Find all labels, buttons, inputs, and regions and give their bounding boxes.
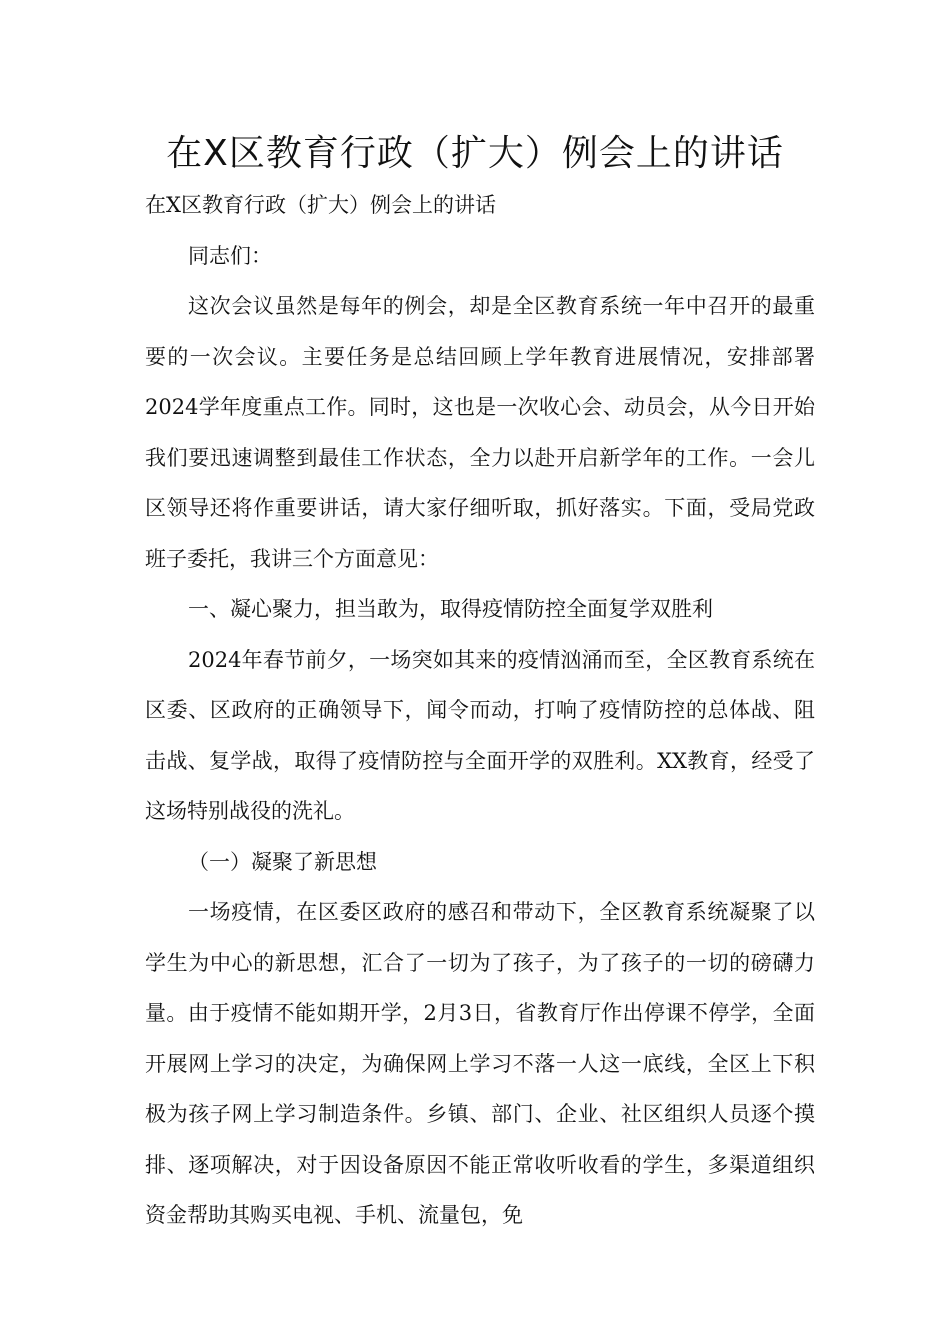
- document-title: 在X区教育行政（扩大）例会上的讲话: [166, 133, 784, 174]
- paragraph: 一场疫情，在区委区政府的感召和带动下，全区教育系统凝聚了以学生为中心的新思想，汇合了一切为了孩子，为了孩子的一切的磅礴力量。由于疫情不能如期开学，2月3日，省教育厅作出停课不停学，全面开展网上学习的决定，为确保网上学习不落一人这一底线，全区上下积极为孩子网上学习制造条件。乡镇、部门、企业、社区组织人员逐个摸排、逐项解决，对于因设备原因不能正常收听收看的学生，多渠道组织资金帮助其购买电视、手机、流量包，免: [145, 900, 815, 1227]
- document-body: [145, 180, 815, 1241]
- document-subtitle: 在X区教育行政（扩大）例会上的讲话: [145, 193, 496, 217]
- paragraph: 2024年春节前夕，一场突如其来的疫情汹涌而至，全区教育系统在区委、区政府的正确领导下，闻令而动，打响了疫情防控的总体战、阻击战、复学战，取得了疫情防控与全面开学的双胜利。XX教育，经受了这场特别战役的洗礼。: [145, 647, 815, 823]
- salutation: 同志们：: [188, 243, 272, 268]
- paragraph: 这次会议虽然是每年的例会，却是全区教育系统一年中召开的最重要的一次会议。主要任务是总结回顾上学年教育进展情况，安排部署2024学年度重点工作。同时，这也是一次收心会、动员会，从今日开始我们要迅速调整到最佳工作状态，全力以赴开启新学年的工作。一会儿区领导还将作重要讲话，请大家仔细听取，抓好落实。下面，受局党政班子委托，我讲三个方面意见：: [145, 294, 815, 571]
- subsection-heading: （一）凝聚了新思想: [188, 849, 377, 874]
- section-heading: 一、凝心聚力，担当敢为，取得疫情防控全面复学双胜利: [188, 597, 713, 621]
